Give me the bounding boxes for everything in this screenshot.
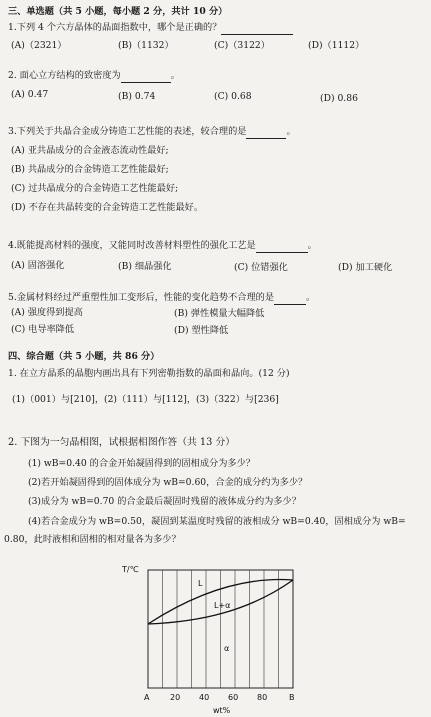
comp-question-2-part-1: (1) wB=0.40 的合金开始凝固得到的固相成分为多少？	[28, 458, 255, 469]
x-tick-20: 20	[170, 693, 181, 702]
comp-question-1-items: (1)（001）与[210]，(2)（111）与[112]，(3)（322）与[236]	[12, 394, 279, 405]
q1-option-d: (D)（1112）	[308, 40, 365, 51]
x-tick-80: 80	[257, 693, 268, 702]
comp-question-2-part-3: (3)成分为 wB=0.70 的合金最后凝固时残留的液体成分约为多少？	[28, 496, 301, 507]
isomorphous-phase-diagram	[118, 556, 318, 716]
q1-option-c: (C)（3122）	[214, 40, 270, 51]
q2-option-d: (D) 0.86	[320, 93, 358, 104]
x-axis-label: wt%	[213, 706, 231, 715]
x-tick-60: 60	[228, 693, 239, 702]
q4-option-a: (A) 固溶强化	[11, 260, 65, 271]
question-4: 4.既能提高材料的强度，又能同时改善材料塑性的强化工艺是 。	[8, 240, 317, 251]
q3-option-b: (B) 共晶成分的合金铸造工艺性能最好;	[11, 164, 169, 175]
q5-option-a: (A) 强度得到提高	[11, 307, 83, 318]
q5-option-c: (C) 电导率降低	[11, 324, 75, 335]
q1-option-b: (B)（1132）	[118, 40, 174, 51]
comp-question-2-part-2: (2)若开始凝固得到的固体成分为 wB=0.60，合金的成分约为多少？	[28, 477, 308, 488]
question-2: 2. 面心立方结构的致密度为 。	[8, 70, 180, 81]
x-tick-a: A	[144, 693, 150, 702]
region-liquid-label: L	[198, 579, 203, 588]
q4-option-d: (D) 加工硬化	[338, 262, 393, 273]
y-axis-label: T/℃	[122, 565, 139, 574]
q4-option-c: (C) 位错强化	[234, 262, 288, 273]
q3-option-c: (C) 过共晶成分的合金铸造工艺性能最好;	[11, 183, 179, 194]
comp-question-2-part-4: (4)若合金成分为 wB=0.50，凝固到某温度时残留的液相成分 wB=0.40，固相成分为 wB=	[28, 516, 406, 527]
q3-option-d: (D) 不存在共晶转变的合金铸造工艺性能最好。	[11, 202, 204, 213]
x-tick-b: B	[289, 693, 295, 702]
q2-option-b: (B) 0.74	[118, 91, 156, 102]
q1-option-a: (A)（2321）	[11, 40, 67, 51]
q5-option-b: (B) 弹性模量大幅降低	[174, 308, 265, 319]
diagram-gridlines	[163, 570, 279, 688]
question-5: 5.金属材料经过严重塑性加工变形后，性能的变化趋势不合理的是 。	[8, 292, 316, 303]
question-1: 1.下列 4 个六方晶体的晶面指数中，哪个是正确的？	[8, 22, 293, 35]
q5-option-d: (D) 塑性降低	[174, 325, 229, 336]
region-two-phase-label: L+α	[214, 601, 231, 610]
question-3: 3.下列关于共晶合金成分铸造工艺性能的表述，较合理的是 。	[8, 126, 296, 137]
x-tick-40: 40	[199, 693, 210, 702]
comp-question-1: 1. 在立方晶系的晶胞内画出具有下列密勒指数的晶面和晶向。(12 分)	[8, 368, 290, 379]
q2-option-c: (C) 0.68	[214, 91, 252, 102]
section-header-single-choice: 三、单选题（共 5 小题，每小题 2 分，共计 10 分）	[8, 6, 228, 17]
comp-question-2: 2. 下图为一匀晶相图，试根据相图作答（共 13 分）	[8, 437, 236, 448]
q4-option-b: (B) 细晶强化	[118, 261, 172, 272]
q2-option-a: (A) 0.47	[11, 89, 49, 100]
region-alpha-label: α	[224, 644, 230, 653]
comp-question-2-part-4-cont: 0.80，此时液相和固相的相对量各为多少？	[4, 534, 181, 545]
q3-option-a: (A) 亚共晶成分的合金液态流动性最好;	[11, 145, 169, 156]
section-header-comprehensive: 四、综合题（共 5 小题，共 86 分）	[8, 351, 160, 362]
